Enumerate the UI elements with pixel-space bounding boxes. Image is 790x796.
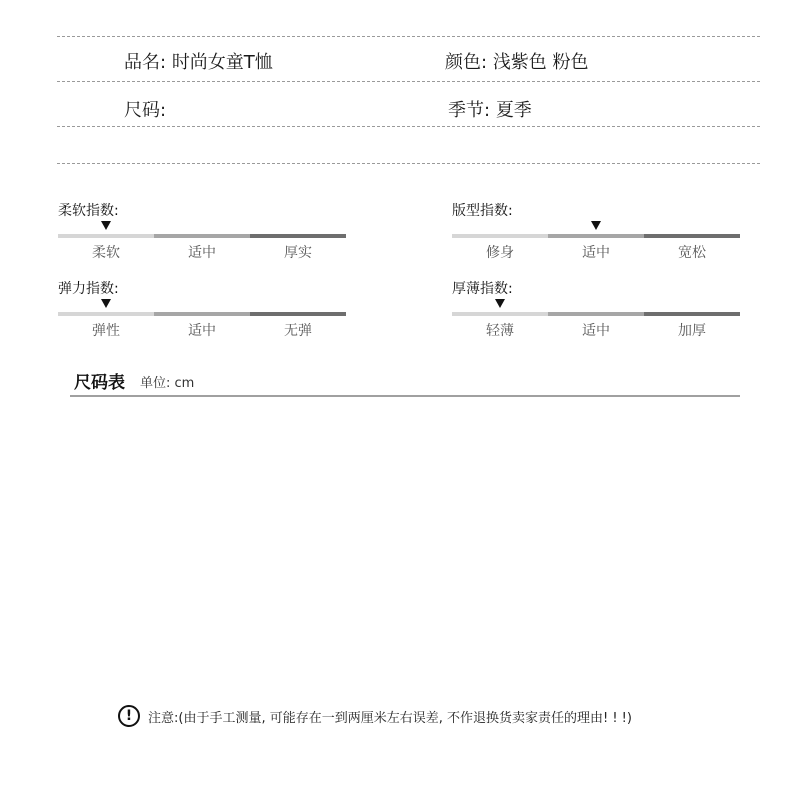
- notice-text: 注意:(由于手工测量, 可能存在一到两厘米左右误差, 不作退换货卖家责任的理由! ! !): [148, 710, 632, 726]
- triangle-down-icon: [591, 221, 601, 230]
- product-size-label: 尺码:: [124, 100, 167, 121]
- triangle-down-icon: [495, 299, 505, 308]
- fit-index-title: 版型指数:: [452, 203, 513, 219]
- elasticity-scale-label: 弹性: [92, 323, 120, 339]
- product-color: [445, 48, 589, 74]
- dashed-divider-1: [57, 81, 760, 82]
- thickness-scale-segment: [452, 312, 548, 316]
- exclamation-circle-icon: !: [118, 705, 140, 727]
- elasticity-scale-segment: [58, 312, 154, 316]
- dashed-divider-3: [57, 163, 760, 164]
- elasticity-scale-label: 无弹: [284, 323, 312, 339]
- fit-scale-label: 修身: [486, 245, 514, 261]
- product-season-value: 夏季: [495, 100, 532, 121]
- softness-scale-segment: [58, 234, 154, 238]
- product-color-value: 浅紫色 粉色: [492, 52, 589, 73]
- elasticity-scale-segment: [154, 312, 250, 316]
- size-chart-unit: 单位: cm: [140, 376, 195, 391]
- size-chart-title: 尺码表: [74, 373, 125, 393]
- elasticity-index-title: 弹力指数:: [58, 281, 119, 297]
- product-name: [124, 48, 273, 74]
- product-season-label: 季节:: [448, 100, 491, 121]
- product-size: [124, 96, 166, 122]
- size-chart-underline: [70, 395, 740, 397]
- product-color-label: 颜色:: [445, 52, 488, 73]
- thickness-index-title: 厚薄指数:: [452, 281, 513, 297]
- elasticity-scale-segment: [250, 312, 346, 316]
- thickness-scale-label: 轻薄: [486, 323, 514, 339]
- softness-scale-label: 柔软: [92, 245, 120, 261]
- fit-scale-segment: [644, 234, 740, 238]
- fit-scale-segment: [452, 234, 548, 238]
- softness-scale-segment: [154, 234, 250, 238]
- dashed-divider-2: [57, 126, 760, 127]
- softness-scale-label: 厚实: [284, 245, 312, 261]
- product-name-value: 时尚女童T恤: [171, 52, 273, 73]
- fit-scale-label: 适中: [582, 245, 610, 261]
- triangle-down-icon: [101, 221, 111, 230]
- thickness-scale-label: 适中: [582, 323, 610, 339]
- thickness-scale-segment: [548, 312, 644, 316]
- softness-scale-segment: [250, 234, 346, 238]
- fit-scale-segment: [548, 234, 644, 238]
- triangle-down-icon: [101, 299, 111, 308]
- thickness-scale-label: 加厚: [678, 323, 706, 339]
- product-season: [448, 96, 532, 122]
- fit-scale-label: 宽松: [678, 245, 706, 261]
- softness-scale-label: 适中: [188, 245, 216, 261]
- softness-index-title: 柔软指数:: [58, 203, 119, 219]
- measurement-notice: [118, 703, 632, 729]
- elasticity-scale-label: 适中: [188, 323, 216, 339]
- product-name-label: 品名:: [124, 52, 167, 73]
- thickness-scale-segment: [644, 312, 740, 316]
- dashed-divider-top: [57, 36, 760, 37]
